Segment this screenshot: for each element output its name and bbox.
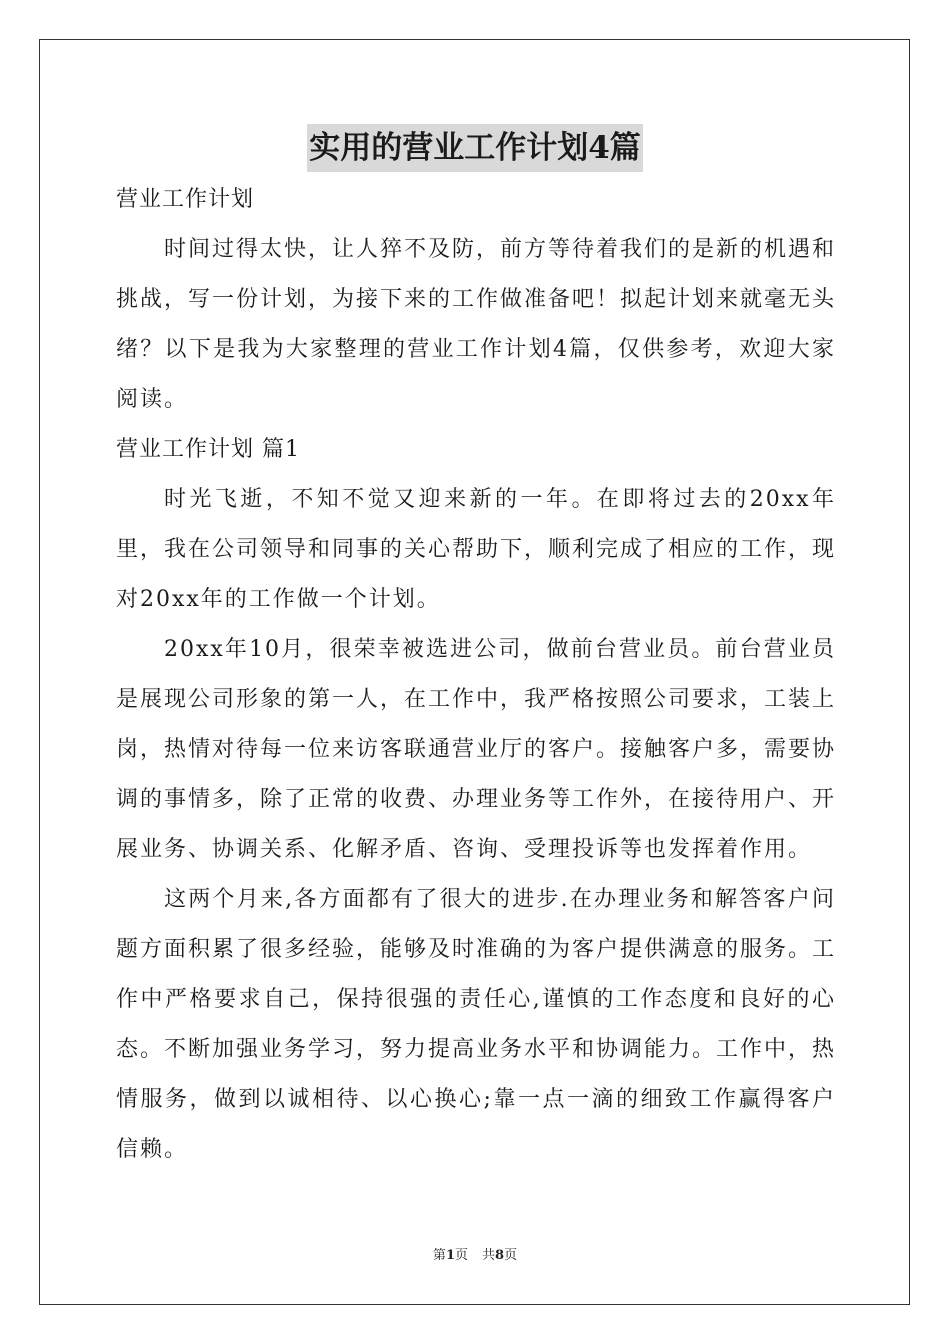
page-number: 1 xyxy=(445,1248,455,1263)
document-body xyxy=(116,175,836,1175)
body-paragraph: 这两个月来,各方面都有了很大的进步.在办理业务和解答客户问题方面积累了很多经验，能够及时准确的为客户提供满意的服务。工作中严格要求自己，保持很强的责任心,谨慎的工作态度和良好的心态。不断加强业务学习，努力提高业务水平和协调能力。工作中，热情服务，做到以诚相待、以心换心;靠一点一滴的细致工作赢得客户信赖。 xyxy=(116,887,837,1162)
total-pages: 8 xyxy=(495,1248,505,1263)
intro-paragraph: 时间过得太快，让人猝不及防，前方等待着我们的是新的机遇和挑战，写一份计划，为接下来的工作做准备吧！拟起计划来就毫无头绪？以下是我为大家整理的营业工作计划4篇，仅供参考，欢迎大家阅读。 xyxy=(116,237,837,412)
page-prefix: 第 xyxy=(432,1248,446,1263)
part1-heading: 营业工作计划 篇1 xyxy=(116,437,300,462)
section-label: 营业工作计划 xyxy=(116,187,255,212)
document-title: 实用的营业工作计划4篇 xyxy=(307,124,643,172)
title-container xyxy=(0,124,950,172)
body-paragraph: 时光飞逝，不知不觉又迎来新的一年。在即将过去的20xx年里，我在公司领导和同事的关心帮助下，顺利完成了相应的工作，现对20xx年的工作做一个计划。 xyxy=(116,487,837,612)
page-footer xyxy=(0,1247,950,1265)
total-prefix: 共 xyxy=(482,1248,496,1263)
page-suffix: 页 xyxy=(454,1248,468,1263)
total-suffix: 页 xyxy=(504,1248,518,1263)
body-paragraph: 20xx年10月，很荣幸被选进公司，做前台营业员。前台营业员是展现公司形象的第一人，在工作中，我严格按照公司要求，工装上岗，热情对待每一位来访客联通营业厅的客户。接触客户多，需要协调的事情多，除了正常的收费、办理业务等工作外，在接待用户、开展业务、协调关系、化解矛盾、咨询、受理投诉等也发挥着作用。 xyxy=(116,637,837,862)
